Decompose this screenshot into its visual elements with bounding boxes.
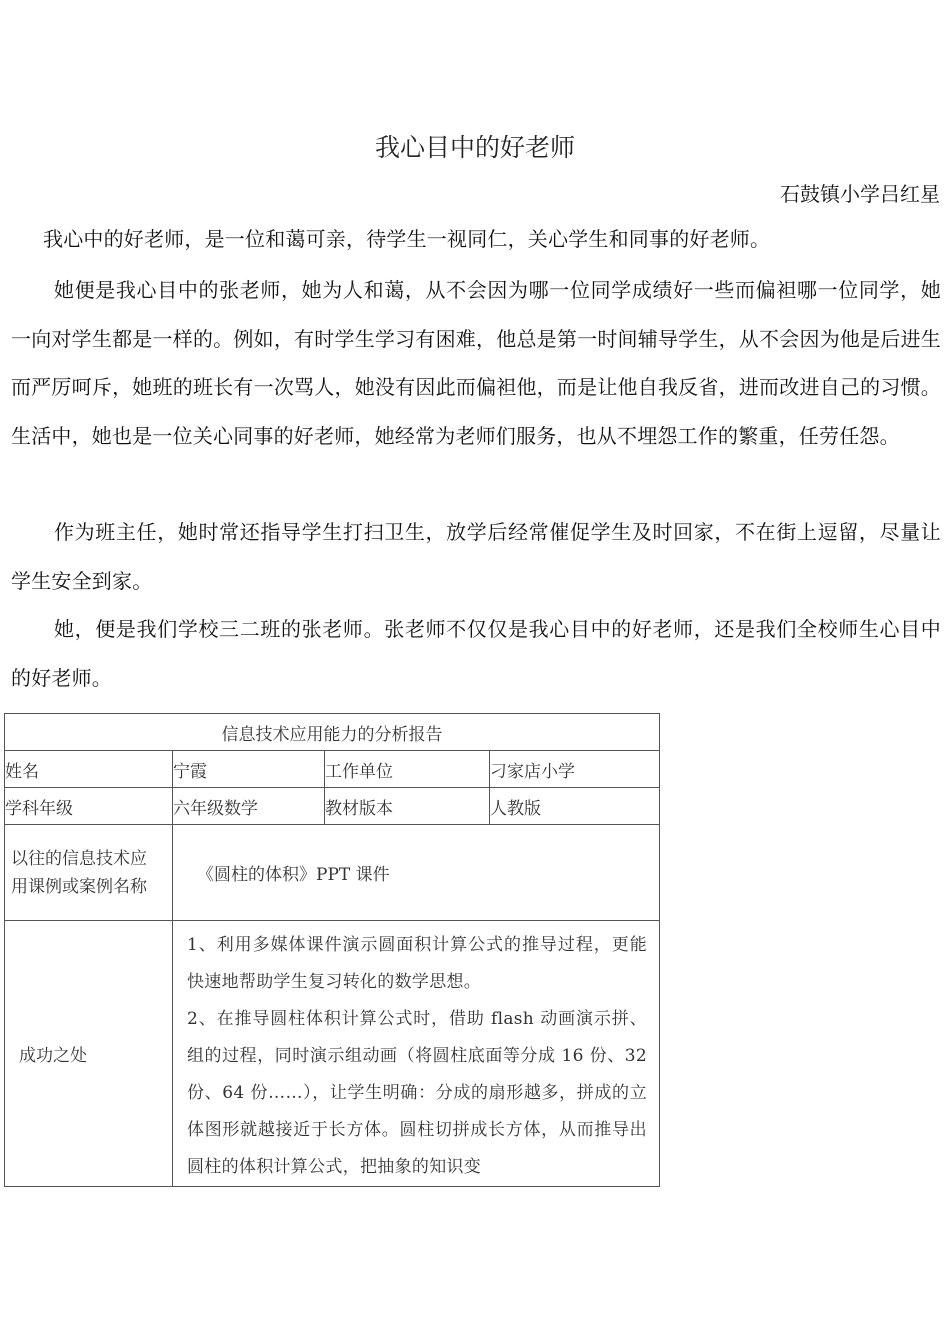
analysis-report-table [4,713,660,1187]
unit-value: 刁家店小学 [490,751,660,788]
case-label [5,825,173,921]
subject-label: 学科年级 [5,788,173,825]
paragraph-2: 她便是我心目中的张老师，她为人和蔼，从不会因为哪一位同学成绩好一些而偏袒哪一位同学，她一向对学生都是一样的。例如，有时学生学习有困难，他总是第一时间辅导学生，从不会因为他是后进生而严厉呵斥，她班的班长有一次骂人，她没有因此而偏袒他，而是让他自我反省，进而改进自己的习惯。生活中，她也是一位关心同事的好老师，她经常为老师们服务，也从不埋怨工作的繁重，任劳任怨。 [11,278,941,448]
case-value: 《圆柱的体积》PPT 课件 [173,825,660,921]
report-caption: 信息技术应用能力的分析报告 [5,714,660,751]
unit-label: 工作单位 [325,751,490,788]
case-label-line-2: 用课例或案例名称 [11,876,147,897]
name-label: 姓名 [5,751,173,788]
name-value: 宁霞 [173,751,325,788]
author-line: 石鼓镇小学吕红星 [780,182,940,206]
success-item-1: 1、利用多媒体课件演示圆面积计算公式的推导过程，更能快速地帮助学生复习转化的数学思想。 [187,935,647,992]
paragraph-3: 作为班主任，她时常还指导学生打扫卫生，放学后经常催促学生及时回家，不在街上逗留，尽量让学生安全到家。 [11,520,941,593]
edition-value: 人教版 [490,788,660,825]
success-content [173,921,660,1187]
article-title: 我心目中的好老师 [374,133,575,162]
success-item-2: 2、在推导圆柱体积计算公式时，借助 flash 动画演示拼、组的过程，同时演示组动画（将圆柱底面等分成 16 份、32 份、64 份……），让学生明确：分成的扇形越多，拼成的立体图形就越接近于长方体。圆柱切拼成长方体，从而推导出圆柱的体积计算公式，把抽象的知识变 [187,1009,647,1177]
paragraph-1: 我心中的好老师，是一位和蔼可亲，待学生一视同仁，关心学生和同事的好老师。 [43,227,771,251]
subject-value: 六年级数学 [173,788,325,825]
edition-label: 教材版本 [325,788,490,825]
case-label-line-1: 以往的信息技术应 [11,848,147,869]
success-label: 成功之处 [5,921,173,1187]
paragraph-4: 她，便是我们学校三二班的张老师。张老师不仅仅是我心目中的好老师，还是我们全校师生心目中的好老师。 [11,617,941,690]
